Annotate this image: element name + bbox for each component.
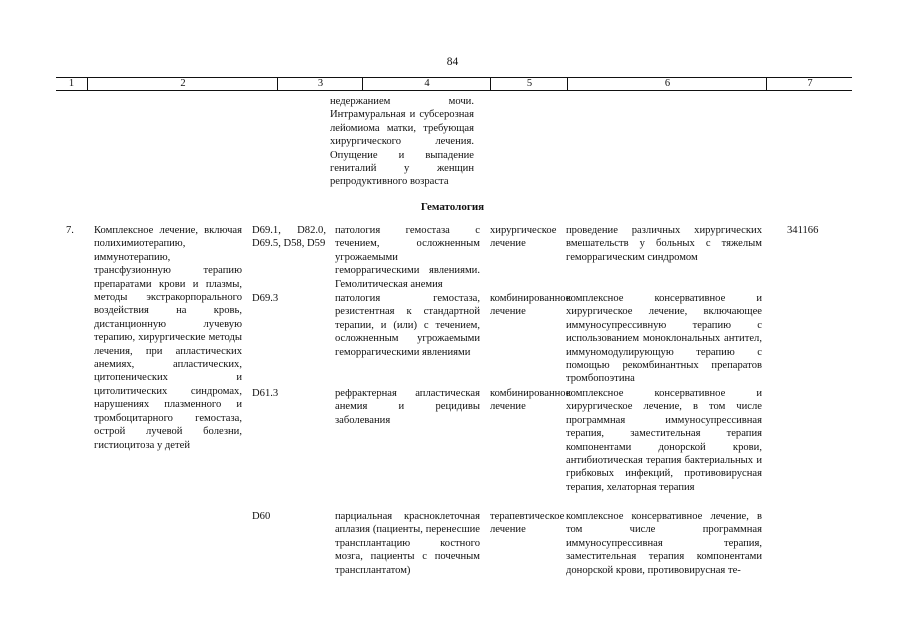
section-title: Гематология (420, 201, 485, 213)
column-header-1: 1 (68, 78, 75, 89)
page-number: 84 (446, 56, 459, 68)
column-header-3: 3 (277, 78, 363, 90)
subrow-3-treatment-type: комбинированное лечение (490, 388, 571, 413)
column-header-7: 7 (766, 78, 853, 90)
subrow-2-model: патология гемостаза, резистентная к стандартной терапии, и (или) с течением, осложненным угрожаемыми геморрагическими явлениями (335, 293, 480, 358)
subrow-4-method: комплексное консервативное лечение, в том числе программная иммуносупрессивная терапия, заместительная терапия компонентами донорской крови, противовирусная те- (566, 511, 762, 576)
subrow-2-method: комплексное консервативное и хирургическое лечение, включающее иммуносупрессивную терапию с использованием моноклональных антител, иммуномодулирующую терапию с помощью рекомбинантных препаратов тромбопоэтина (566, 293, 762, 385)
subrow-4-model: парциальная красноклеточная аплазия (пациенты, перенесшие трансплантацию костного мозга, пациенты с почечным трансплантатом) (335, 511, 480, 576)
subrow-3-model: рефрактерная апластическая анемия и рецидивы заболевания (335, 388, 480, 426)
row-number: 7. (66, 225, 74, 236)
subrow-4-treatment-type: терапевтическое лечение (490, 511, 565, 536)
subrow-1-method: проведение различных хирургических вмешательств у больных с тяжелым геморрагическим синдромом (566, 225, 762, 263)
subrow-2-treatment-type: комбинированное лечение (490, 293, 571, 318)
subrow-1-model: патология гемостаза с течением, осложненным угрожаемыми геморрагическими явлениями. Гемолитическая анемия (335, 225, 480, 290)
continuation-model-text: недержанием мочи. Интрамуральная и субсерозная лейомиома матки, требующая хирургического лечения. Опущение и выпадение гениталий у женщин репродуктивного возраста (330, 96, 474, 188)
column-header-2: 2 (87, 78, 278, 90)
table-header (56, 77, 852, 91)
subrow-1-codes: D69.1, D82.0, D69.5, D58, D59 (252, 225, 326, 250)
column-header-4: 4 (362, 78, 491, 90)
subrow-3-method: комплексное консервативное и хирургическое лечение, в том числе программная иммуносупрессивная терапия, заместительная терапия компонентами донорской крови, антибиотическая терапия бактериальных и грибковых инфекций, противовирусная терапия, хелаторная терапия (566, 388, 762, 493)
row-name: Комплексное лечение, включая полихимиотерапию, иммунотерапию, трансфузионную терапию препаратами крови и плазмы, методы экстракорпорального воздействия на кровь, дистанционную лучевую терапию, хирургические методы лечения, при апластических анемиях, апластических, цитопенических и цитолитических синдромах, нарушениях плазменного и тромбоцитарного гемостаза, острой лучевой болезни, гистиоцитоза у детей (94, 225, 242, 451)
subrow-1-treatment-type: хирургическое лечение (490, 225, 557, 250)
column-header-6: 6 (567, 78, 767, 90)
column-header-5: 5 (490, 78, 568, 90)
subrow-3-codes: D61.3 (252, 388, 279, 399)
subrow-2-codes: D69.3 (252, 293, 279, 304)
subrow-4-codes: D60 (252, 511, 271, 522)
row-price: 341166 (787, 225, 819, 236)
